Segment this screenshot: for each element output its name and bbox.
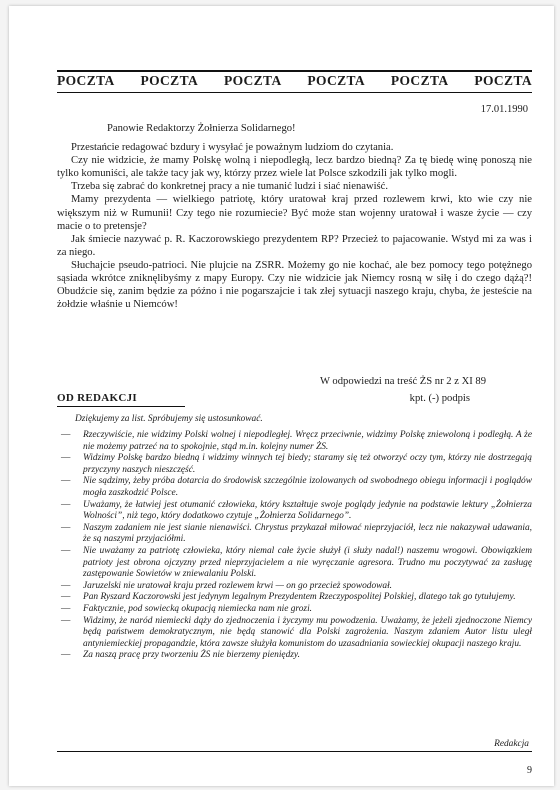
editorial-response-item bbox=[57, 453, 532, 476]
letter-body bbox=[57, 122, 532, 311]
editorial-response-text: Nie sądzimy, żeby próba dotarcia do środowisk szczególnie izolowanych od swobodnego obiegu informacji i poglądów mogła zaszkodzić Polsce. bbox=[83, 476, 532, 498]
column-header bbox=[57, 73, 532, 89]
editorial-signature: Redakcja bbox=[494, 739, 529, 749]
dash-marker: — bbox=[61, 453, 71, 464]
letter-signature-reference: W odpowiedzi na treść ŻS nr 2 z XI 89 bbox=[319, 376, 486, 387]
editorial-response-item bbox=[57, 604, 532, 616]
editorial-heading: OD REDAKCJI bbox=[57, 392, 137, 404]
footer-rule bbox=[57, 751, 532, 752]
editorial-response-text: Rzeczywiście, nie widzimy Polski wolnej i niepodległej. Wręcz przeciwnie, widzimy Polskę zniewoloną i podległą. A że nie możemy patrzeć na to spokojnie, stąd m.in. kolejny numer ŻS. bbox=[83, 430, 532, 452]
editorial-intro: Dziękujemy za list. Spróbujemy się ustosunkować. bbox=[75, 414, 263, 424]
editorial-response-item bbox=[57, 476, 532, 499]
dash-marker: — bbox=[61, 650, 71, 661]
editorial-response-item bbox=[57, 430, 532, 453]
header-bottom-rule bbox=[57, 92, 532, 93]
editorial-response-text: Za naszą pracę przy tworzeniu ŻS nie bierzemy pieniędzy. bbox=[83, 650, 300, 661]
dash-marker: — bbox=[61, 545, 71, 556]
editorial-response-text: Widzimy, że naród niemiecki dąży do zjednoczenia i życzymy mu powodzenia. Uważamy, że jeżeli zjednoczone Niemcy będą państwem demokratycznym, nie będą stanowić dla Polski zagrożenia. Naszym zdaniem Autor listu uległ antyniemieckiej propagandzie, która zawsze służyła komunistom do uzasadniania sowieckiej okupacji naszego kraju. bbox=[83, 615, 532, 649]
header-item: POCZTA bbox=[140, 73, 199, 88]
letter-paragraph: Jak śmiecie nazywać p. R. Kaczorowskiego prezydentem RP? Przecież to pajacowanie. Wstyd mi za was i za niego. bbox=[57, 233, 532, 258]
letter-paragraph: Mamy prezydenta — wielkiego patriotę, który uratował kraj przed rozlewem krwi, kto wie czy nie większym niż w Rumunii! Czy tego nie rozumiecie? Być może stan wojenny uratował i wasze życie — czy macie o to pretensje? bbox=[57, 194, 532, 232]
header-top-rule bbox=[57, 70, 532, 72]
editorial-response-item bbox=[57, 523, 532, 546]
letter-salutation: Panowie Redaktorzy Żołnierza Solidarnego! bbox=[107, 123, 296, 134]
letter-signature: kpt. (-) podpis bbox=[409, 393, 470, 404]
header-item: POCZTA bbox=[474, 73, 532, 88]
editorial-response-list bbox=[57, 430, 532, 662]
letter-date: 17.01.1990 bbox=[480, 104, 528, 115]
letter-paragraph: Przestańcie redagować bzdury i wysyłać je poważnym ludziom do czytania. bbox=[71, 142, 394, 154]
dash-marker: — bbox=[61, 580, 71, 591]
editorial-response-item bbox=[57, 616, 532, 651]
letter-paragraph: Słuchajcie pseudo-patrioci. Nie plujcie na ZSRR. Możemy go nie kochać, ale bez pomocy tego potężnego sąsiada wkrótce zniknęlibyśmy z mapy Europy. Czy nie widzicie jak Niemcy rosną w siłę i do czego dążą?! Obudźcie się, zanim będzie za późno i nie pogarszajcie i tak złej sytuacji naszego kraju, chyba, że jesteście na żołdzie właśnie u Niemców! bbox=[57, 259, 532, 311]
dash-marker: — bbox=[61, 499, 71, 510]
page-number: 9 bbox=[527, 765, 532, 776]
editorial-response-text: Faktycznie, pod sowiecką okupacją niemiecka nam nie grozi. bbox=[83, 603, 313, 614]
editorial-response-text: Pan Ryszard Kaczorowski jest jedynym legalnym Prezydentem Rzeczypospolitej Polskiej, dlatego tak go tytułujemy. bbox=[83, 592, 516, 603]
header-item: POCZTA bbox=[390, 73, 449, 88]
dash-marker: — bbox=[61, 615, 71, 626]
dash-marker: — bbox=[61, 522, 71, 533]
editorial-response-text: Nie uważamy za patriotę człowieka, który niemal całe życie służył (i służy nadal!) naszemu wrogowi. Obowiązkiem patrioty jest obrona ojczyzny przed nieprzyjacielem a nie wyręczanie agresora. Trudno mu poczytywać za zasługę zastępowanie Sowietów w zniewalaniu Polski. bbox=[83, 545, 532, 580]
editorial-response-text: Widzimy Polskę bardzo biedną i widzimy winnych tej biedy; staramy się też otworzyć oczy tym, którzy nie dostrzegają przyczyny naszych nieszczęść. bbox=[83, 453, 532, 475]
document-page bbox=[9, 6, 554, 786]
editorial-heading-rule bbox=[57, 406, 185, 407]
editorial-response-item bbox=[57, 650, 532, 662]
dash-marker: — bbox=[61, 430, 71, 440]
dash-marker: — bbox=[61, 476, 71, 487]
editorial-response-text: Jaruzelski nie uratował kraju przed rozlewem krwi — on go przecież spowodował. bbox=[83, 580, 393, 591]
header-item: POCZTA bbox=[223, 73, 282, 88]
editorial-response-text: Uważamy, że łatwiej jest otumanić człowieka, który kształtuje swoje poglądy jedynie na podstawie lektury „Żołnierza Wolności”, niż tego, który dodatkowo czytuje „Żołnierza Solidarnego”. bbox=[83, 499, 532, 522]
dash-marker: — bbox=[61, 592, 71, 603]
header-item: POCZTA bbox=[307, 73, 366, 88]
editorial-response-text: Naszym zadaniem nie jest sianie nienawiści. Chrystus przykazał miłować nieprzyjaciół, lecz nie nakazywał udawania, że są naszymi przyjaciółmi. bbox=[83, 522, 532, 545]
letter-paragraph: Czy nie widzicie, że mamy Polskę wolną i niepodległą, lecz bardzo biedną? Za tę biedę winę ponoszą nie tylko komuniści, ale także tacy jak wy, którzy przez wiele lat Polsce szkodzili jak tylko mogli. bbox=[57, 155, 532, 180]
editorial-response-item bbox=[57, 581, 532, 593]
letter-paragraph: Trzeba się zabrać do konkretnej pracy a nie tumanić ludzi i siać nienawiść. bbox=[71, 181, 389, 193]
editorial-response-item bbox=[57, 592, 532, 604]
editorial-response-item bbox=[57, 500, 532, 523]
dash-marker: — bbox=[61, 603, 71, 614]
editorial-response-item bbox=[57, 546, 532, 581]
header-item: POCZTA bbox=[57, 73, 115, 88]
